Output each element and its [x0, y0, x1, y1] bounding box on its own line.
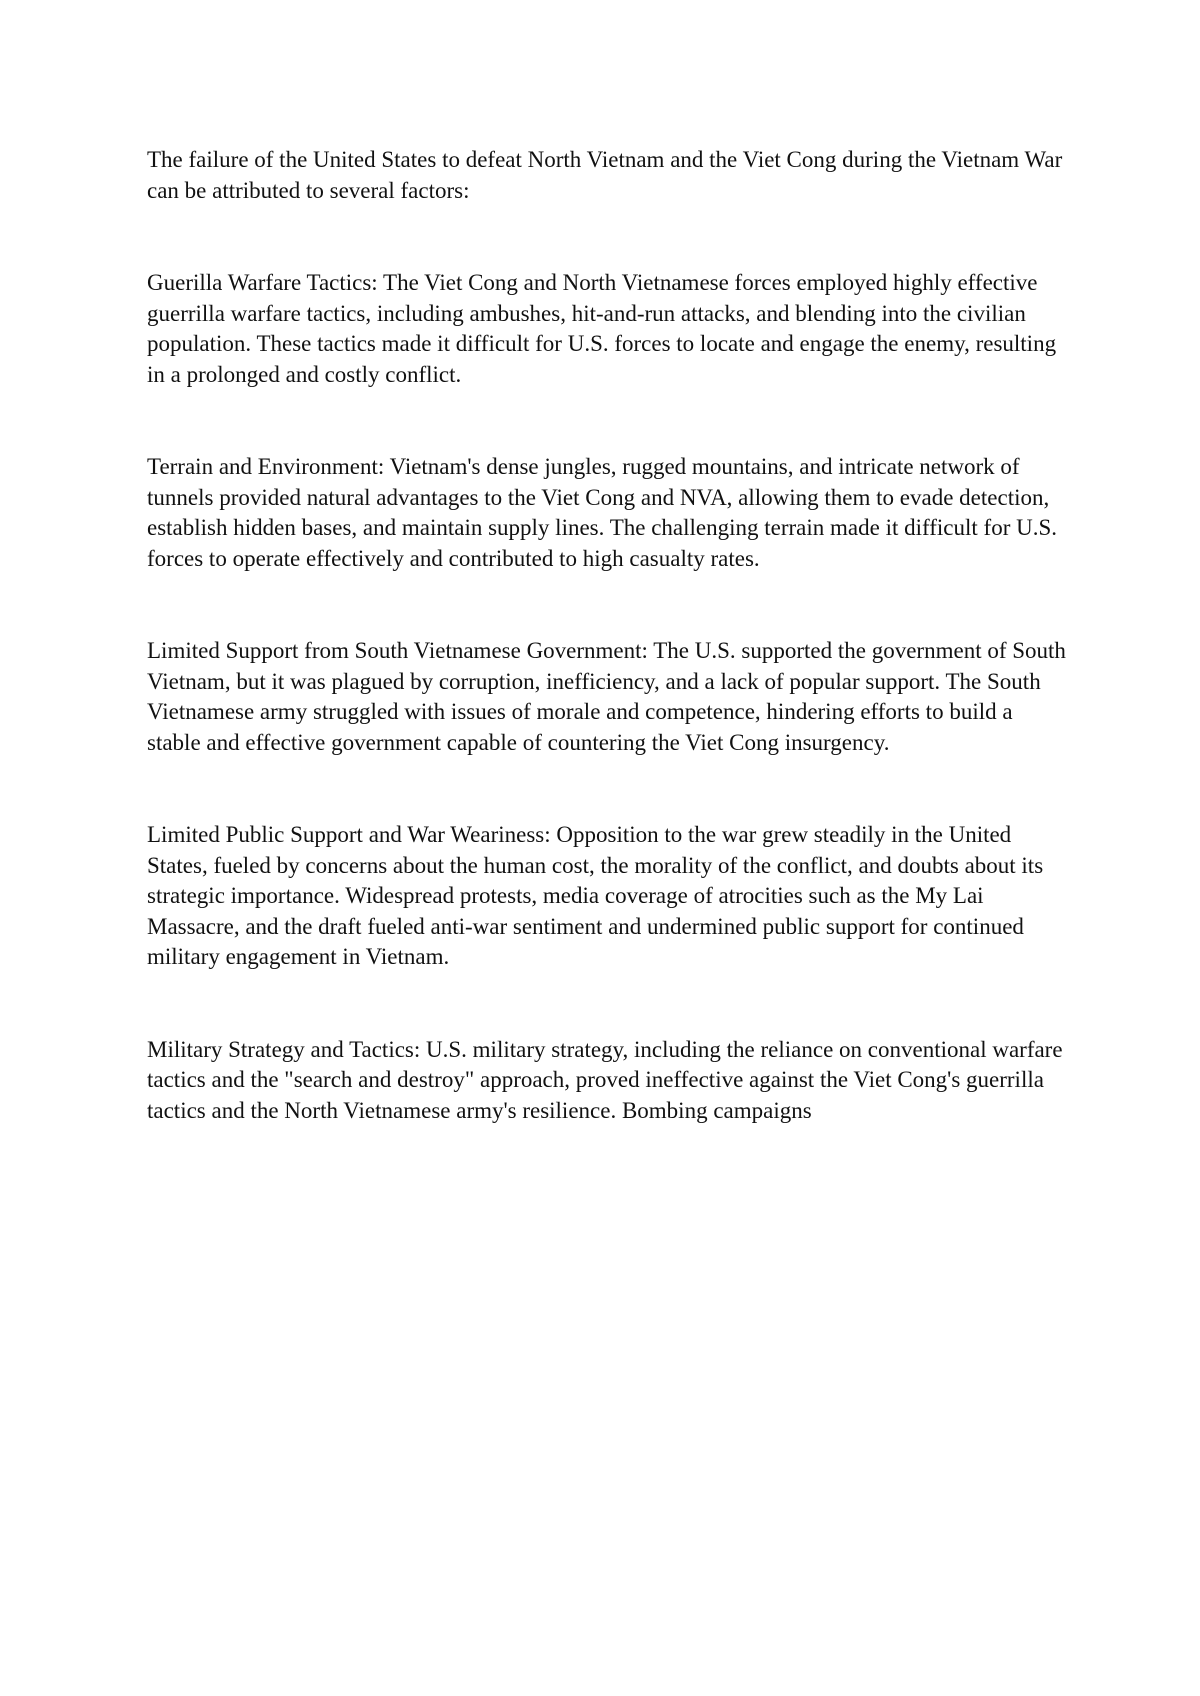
public-support-paragraph: Limited Public Support and War Weariness: Opposition to the war grew steadily in the United States, fueled by concerns about the human cost, the morality of the conflict, and doubts about its strategic importance. Widespread protests, media coverage of atrocities such as the My Lai Massacre, and the draft fueled anti-war sentiment and undermined public support for continued military engagement in Vietnam. — [147, 822, 1044, 969]
terrain-environment-paragraph: Terrain and Environment: Vietnam's dense jungles, rugged mountains, and intricate network of tunnels provided natural advantages to the Viet Cong and NVA, allowing them to evade detection, establish hidden bases, and maintain supply lines. The challenging terrain made it difficult for U.S. forces to operate effectively and contributed to high casualty rates. — [147, 454, 1058, 571]
guerilla-warfare-paragraph: Guerilla Warfare Tactics: The Viet Cong and North Vietnamese forces employed highly effective guerrilla warfare tactics, including ambushes, hit-and-run attacks, and blending into the civilian population. These tactics made it difficult for U.S. forces to locate and engage the enemy, resulting in a prolonged and costly conflict. — [147, 270, 1057, 387]
military-strategy-paragraph: Military Strategy and Tactics: U.S. military strategy, including the reliance on conventional warfare tactics and the "search and destroy" approach, proved ineffective against the Viet Cong's guerrilla tactics and the North Vietnamese army's resilience. Bombing campaigns — [147, 1036, 1063, 1123]
document-body — [147, 145, 1067, 1188]
intro-paragraph: The failure of the United States to defeat North Vietnam and the Viet Cong during the Vietnam War can be attributed to several factors: — [147, 147, 1063, 203]
south-vietnamese-government-paragraph: Limited Support from South Vietnamese Government: The U.S. supported the government of South Vietnam, but it was plagued by corruption, inefficiency, and a lack of popular support. The South Vietnamese army struggled with issues of morale and competence, hindering efforts to build a stable and effective government capable of countering the Viet Cong insurgency. — [147, 638, 1066, 755]
